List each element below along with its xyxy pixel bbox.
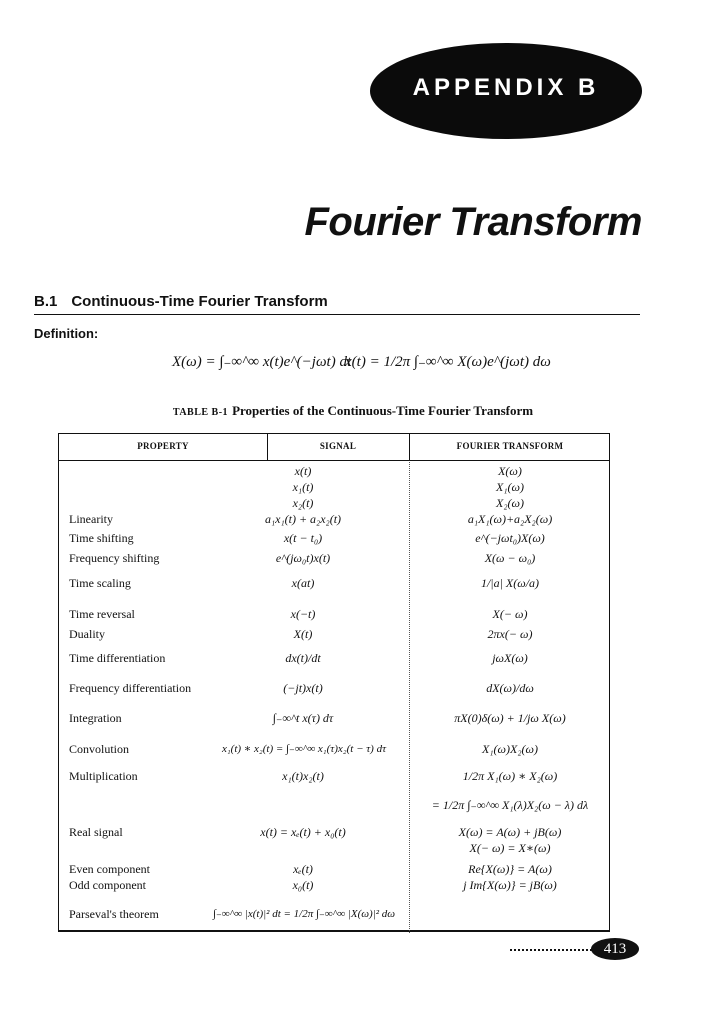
signal-cell: x(t) = xₑ(t) + x₀(t)	[260, 825, 346, 839]
transform-cell: X(− ω) = X∗(ω)	[469, 841, 551, 855]
signal-cell: x₂(t)	[292, 496, 314, 510]
transform-cell: dX(ω)/dω	[486, 681, 534, 695]
signal-cell: a₁x₁(t) + a₂x₂(t)	[264, 512, 342, 526]
signal-cell: x₁(t)x₂(t)	[282, 769, 324, 783]
properties-table	[58, 433, 610, 932]
chapter-title: Fourier Transform	[304, 200, 642, 244]
property-cell: Time differentiation	[69, 651, 166, 665]
header-property: PROPERTY	[137, 441, 189, 451]
inverse-transform-formula: x(t) = 1/2π ∫₋∞^∞ X(ω)e^(jωt) dω	[345, 354, 551, 370]
transform-cell: j Im{X(ω)} = jB(ω)	[463, 878, 557, 892]
transform-cell: X(ω) = A(ω) + jB(ω)	[458, 825, 562, 839]
page-number: 413	[591, 938, 639, 960]
section-rule	[34, 314, 640, 315]
transform-cell: a₁X₁(ω)+a₂X₂(ω)	[467, 512, 553, 526]
signal-cell: ∫₋∞^∞ |x(t)|² dt = 1/2π ∫₋∞^∞ |X(ω)|² dω	[212, 908, 396, 920]
appendix-label: APPENDIX B	[412, 74, 600, 101]
signal-cell: dx(t)/dt	[285, 651, 321, 665]
transform-cell: 1/|a| X(ω/a)	[480, 576, 540, 590]
transform-cell: X₂(ω)	[496, 496, 524, 510]
section-number: B.1	[34, 293, 58, 310]
signal-cell: x(at)	[291, 576, 315, 590]
transform-cell: Re{X(ω)} = A(ω)	[468, 862, 552, 876]
transform-cell: X₁(ω)X₂(ω)	[482, 742, 538, 756]
signal-cell: x₀(t)	[292, 878, 314, 892]
forward-transform-formula: X(ω) = ∫₋∞^∞ x(t)e^(−jωt) dt	[172, 354, 352, 370]
table-caption-title: Properties of the Continuous-Time Fourier Transform	[232, 403, 534, 418]
signal-cell: e^(jω₀t)x(t)	[275, 551, 331, 565]
section-heading	[34, 293, 328, 310]
definition-label: Definition:	[34, 326, 99, 341]
property-cell: Multiplication	[69, 769, 138, 783]
transform-cell: πX(0)δ(ω) + 1/jω X(ω)	[454, 711, 566, 725]
transform-cell: = 1/2π ∫₋∞^∞ X₁(λ)X₂(ω − λ) dλ	[431, 798, 589, 812]
signal-cell: ∫₋∞^t x(τ) dτ	[272, 711, 334, 725]
transform-cell: 2πx(− ω)	[487, 627, 533, 641]
header-fourier-transform: FOURIER TRANSFORM	[456, 441, 564, 451]
property-cell: Even component	[69, 862, 150, 876]
property-cell: Convolution	[69, 742, 130, 756]
signal-cell: (−jt)x(t)	[283, 681, 323, 695]
property-cell: Time shifting	[69, 531, 134, 545]
property-cell: Time reversal	[69, 607, 135, 621]
transform-cell: X(ω − ω₀)	[484, 551, 536, 565]
header-rule	[59, 460, 609, 461]
property-cell: Integration	[69, 711, 122, 725]
appendix-badge	[370, 43, 642, 139]
signal-cell: x(t)	[294, 464, 312, 478]
transform-cell: jωX(ω)	[492, 651, 528, 665]
table-caption-tag: TABLE B-1	[172, 407, 229, 418]
transform-cell: e^(−jωt₀)X(ω)	[475, 531, 545, 545]
transform-cell: 1/2π X₁(ω) ∗ X₂(ω)	[462, 769, 558, 783]
transform-cell: X(ω)	[498, 464, 522, 478]
transform-cell: X₁(ω)	[496, 480, 524, 494]
property-cell: Duality	[69, 627, 105, 641]
property-cell: Real signal	[69, 825, 123, 839]
section-title: Continuous-Time Fourier Transform	[71, 293, 328, 310]
header-signal: SIGNAL	[319, 441, 357, 451]
property-cell: Frequency shifting	[69, 551, 160, 565]
signal-cell: X(t)	[293, 627, 313, 641]
property-cell: Odd component	[69, 878, 146, 892]
transform-cell: X(− ω)	[492, 607, 528, 621]
table-caption	[0, 403, 706, 419]
signal-cell: x₁(t)	[292, 480, 314, 494]
property-cell: Linearity	[69, 512, 113, 526]
property-cell: Time scaling	[69, 576, 131, 590]
signal-cell: x(t − t₀)	[283, 531, 323, 545]
page-number-leader	[510, 949, 592, 951]
signal-cell: x(−t)	[290, 607, 316, 621]
property-cell: Frequency differentiation	[69, 681, 192, 695]
signal-cell: x₁(t) ∗ x₂(t) = ∫₋∞^∞ x₁(τ)x₂(t − τ) dτ	[221, 743, 387, 755]
signal-cell: xₑ(t)	[293, 862, 313, 876]
property-cell: Parseval's theorem	[69, 907, 159, 921]
